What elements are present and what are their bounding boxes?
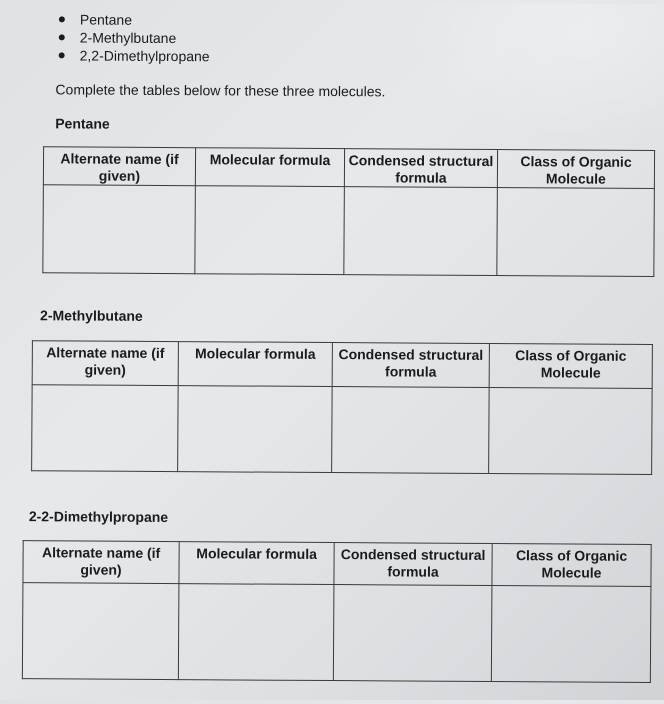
dimethylpropane-table xyxy=(22,540,652,683)
table-row xyxy=(32,385,653,475)
instruction-text: Complete the tables below for these three molecules. xyxy=(55,81,386,100)
column-header: Alternate name (if given) xyxy=(43,147,195,186)
table-header-row xyxy=(32,341,652,389)
answer-cell[interactable] xyxy=(178,386,333,473)
answer-cell[interactable] xyxy=(497,188,655,277)
answer-cell[interactable] xyxy=(344,187,498,276)
column-header: Alternate name (if given) xyxy=(32,341,178,386)
molecule-list xyxy=(58,10,210,65)
column-header: Molecular formula xyxy=(195,148,344,187)
answer-cell[interactable] xyxy=(491,586,651,683)
answer-cell[interactable] xyxy=(332,387,490,474)
column-header: Condensed structural formula xyxy=(332,343,489,388)
column-header: Class of Organic Molecule xyxy=(489,343,652,388)
list-item: 2-Methylbutane xyxy=(58,28,210,47)
table-header-row xyxy=(43,147,654,189)
column-header: Molecular formula xyxy=(179,542,334,585)
list-item: 2,2-Dimethylpropane xyxy=(58,46,210,65)
column-header: Molecular formula xyxy=(178,342,332,387)
paper-sheen xyxy=(403,2,664,144)
pentane-table xyxy=(42,146,655,277)
answer-cell[interactable] xyxy=(43,185,196,274)
answer-cell[interactable] xyxy=(333,585,492,682)
table-header-row xyxy=(23,541,651,587)
answer-cell[interactable] xyxy=(178,584,334,681)
section-title-dimethylpropane: 2-2-Dimethylpropane xyxy=(28,508,169,526)
table-row xyxy=(43,185,655,277)
section-title-2-methylbutane: 2-Methylbutane xyxy=(40,307,143,324)
answer-cell[interactable] xyxy=(489,387,653,474)
list-item: Pentane xyxy=(58,10,210,29)
answer-cell[interactable] xyxy=(195,186,345,275)
section-title-pentane: Pentane xyxy=(55,115,110,132)
column-header: Alternate name (if given) xyxy=(23,541,179,584)
column-header: Class of Organic Molecule xyxy=(497,150,654,189)
answer-cell[interactable] xyxy=(22,583,179,680)
methylbutane-table xyxy=(31,340,653,475)
column-header: Condensed structural formula xyxy=(344,149,497,188)
column-header: Condensed structural formula xyxy=(334,543,492,586)
table-row xyxy=(22,583,651,683)
column-header: Class of Organic Molecule xyxy=(492,544,651,587)
answer-cell[interactable] xyxy=(32,385,179,472)
